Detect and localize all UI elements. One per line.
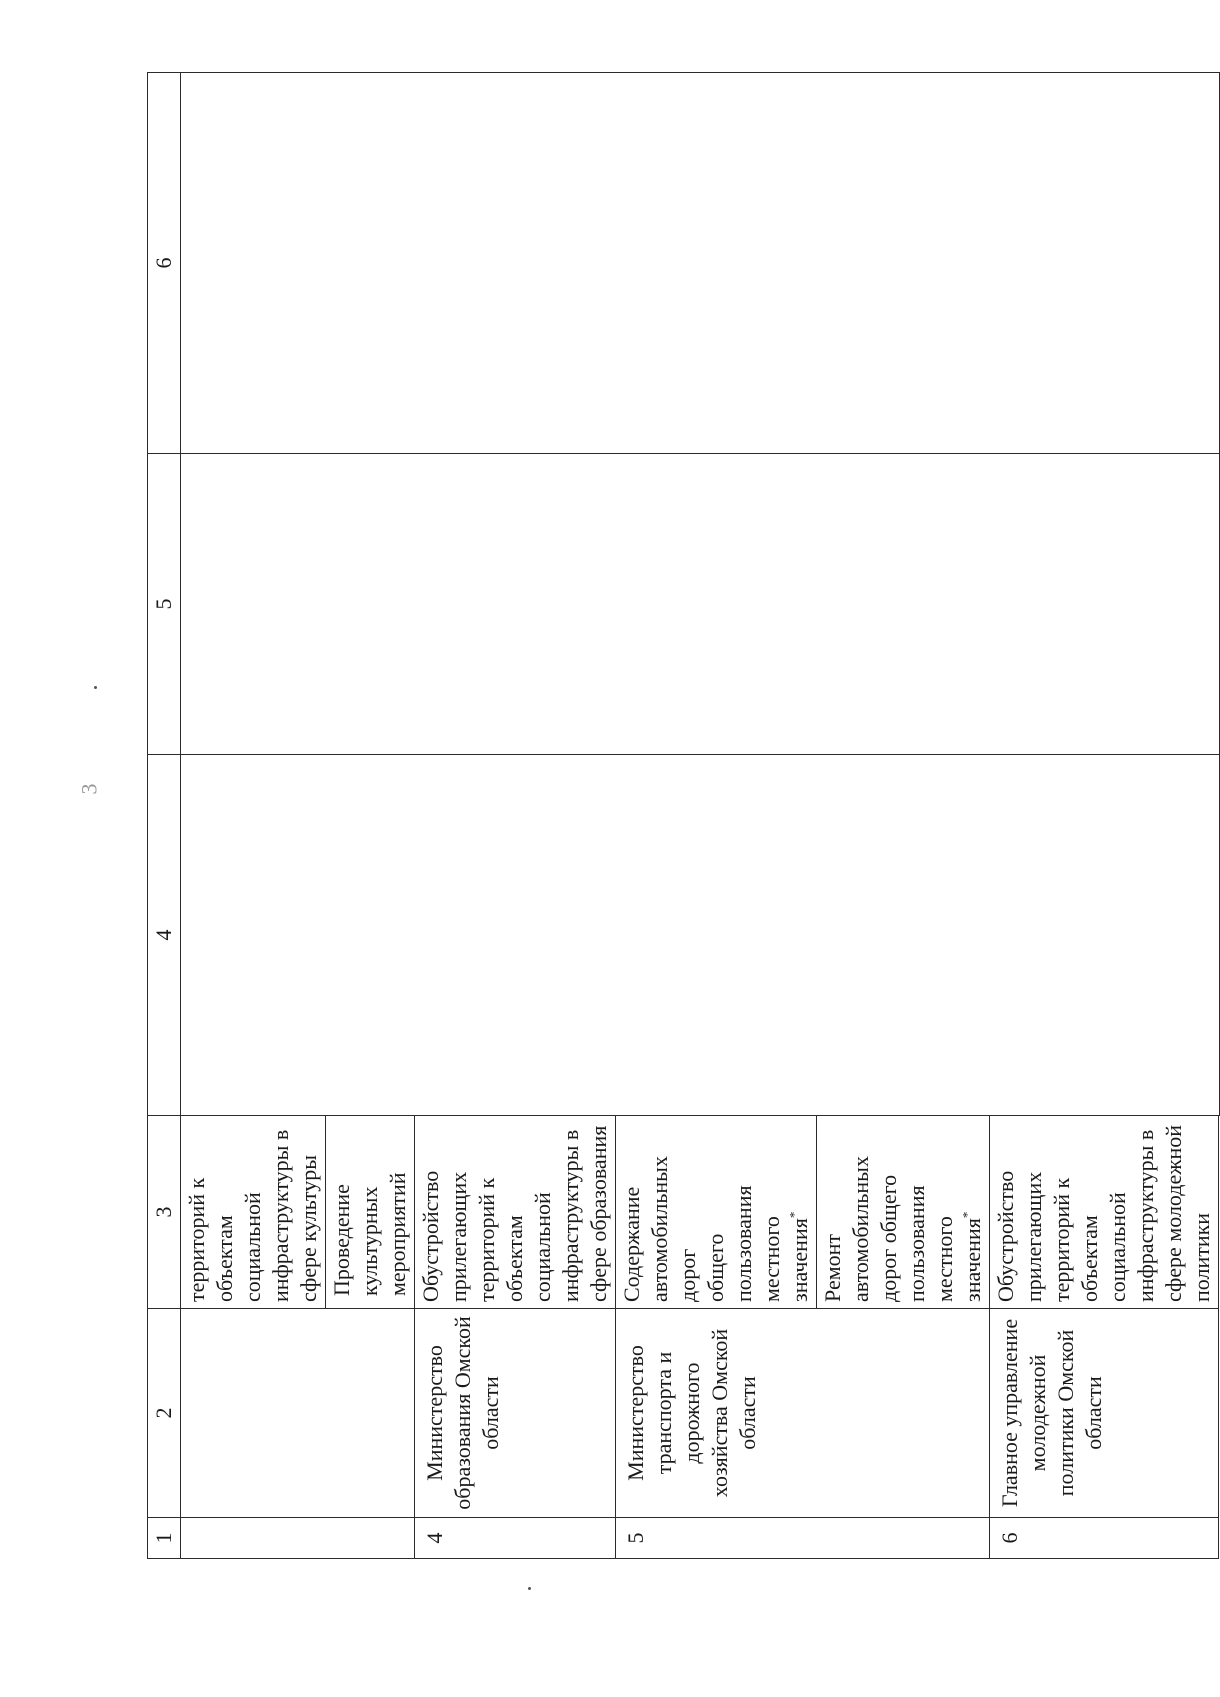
organization-cell: Главное управление молодежной политики Омской области [990, 1309, 1219, 1518]
empty-cell-col6 [181, 73, 1220, 454]
activity-line-text: местного значения [759, 1216, 812, 1302]
activity-line: общего пользования [703, 1185, 756, 1302]
activity-line: автомобильных дорог [647, 1156, 700, 1302]
row-number: 6 [990, 1518, 1219, 1559]
activity-line: дорог общего [876, 1174, 901, 1302]
activity-line: сфере культуры [296, 1154, 321, 1302]
activity-cell [326, 1116, 415, 1309]
activity-line: инфраструктуры в [268, 1129, 293, 1302]
spacer-cell [1219, 1116, 1220, 1559]
activity-line: Содержание [619, 1186, 644, 1302]
activity-line: социальной [240, 1192, 265, 1302]
activity-line [959, 1122, 987, 1302]
table-row [181, 73, 326, 1559]
activity-cell [990, 1116, 1219, 1309]
header-row [148, 73, 181, 1559]
column-header-5: 5 [148, 454, 181, 755]
scan-dot [94, 686, 97, 689]
activity-line-text: значения [960, 1218, 985, 1302]
organization-cell: Министерство транспорта и дорожного хозяйства Омской области [616, 1309, 990, 1518]
rotated-table-wrapper [147, 79, 1214, 1559]
activity-line: Обустройство [993, 1170, 1018, 1302]
data-table [147, 72, 1220, 1559]
column-header-1: 1 [148, 1518, 181, 1559]
activity-cell [181, 1116, 326, 1309]
scan-dot [528, 1587, 531, 1590]
activity-cell [817, 1116, 990, 1309]
column-header-2: 2 [148, 1309, 181, 1518]
footnote-mark: * [959, 1211, 975, 1219]
activity-line: инфраструктуры в [558, 1129, 583, 1302]
activity-line: социальной [1105, 1192, 1130, 1302]
column-header-4: 4 [148, 755, 181, 1116]
activity-line: Обустройство [418, 1170, 443, 1302]
activity-line: прилегающих [446, 1171, 471, 1302]
activity-line: политики [1189, 1212, 1214, 1302]
activity-line: пользования местного [904, 1185, 957, 1302]
activity-line: прилегающих [1021, 1171, 1046, 1302]
activity-line: культурных [357, 1186, 382, 1296]
activity-line: территорий к объектам [1049, 1177, 1102, 1302]
activity-line: сфере молодежной [1161, 1125, 1186, 1302]
activity-line: Проведение [329, 1184, 354, 1296]
organization-cell [181, 1309, 415, 1518]
column-header-6: 6 [148, 73, 181, 454]
activity-line: социальной [530, 1192, 555, 1302]
empty-cell-col4 [181, 755, 1220, 1116]
row-number: 5 [616, 1518, 990, 1559]
page-number: 3 [76, 783, 102, 795]
activity-cell [616, 1116, 817, 1309]
footnote-mark: * [786, 1211, 802, 1219]
empty-cell-col5 [181, 454, 1220, 755]
column-header-3: 3 [148, 1116, 181, 1309]
activity-line: Ремонт автомобильных [820, 1156, 873, 1302]
activity-line [758, 1122, 814, 1302]
activity-cell [415, 1116, 616, 1309]
activity-line: мероприятий [385, 1172, 410, 1296]
activity-line: территорий к объектам [184, 1177, 237, 1302]
activity-line: инфраструктуры в [1133, 1129, 1158, 1302]
activity-line: территорий к объектам [474, 1177, 527, 1302]
row-number: 4 [415, 1518, 616, 1559]
activity-line: сфере образования [586, 1125, 611, 1302]
organization-cell: Министерство образования Омской области [415, 1309, 616, 1518]
row-number [181, 1518, 415, 1559]
